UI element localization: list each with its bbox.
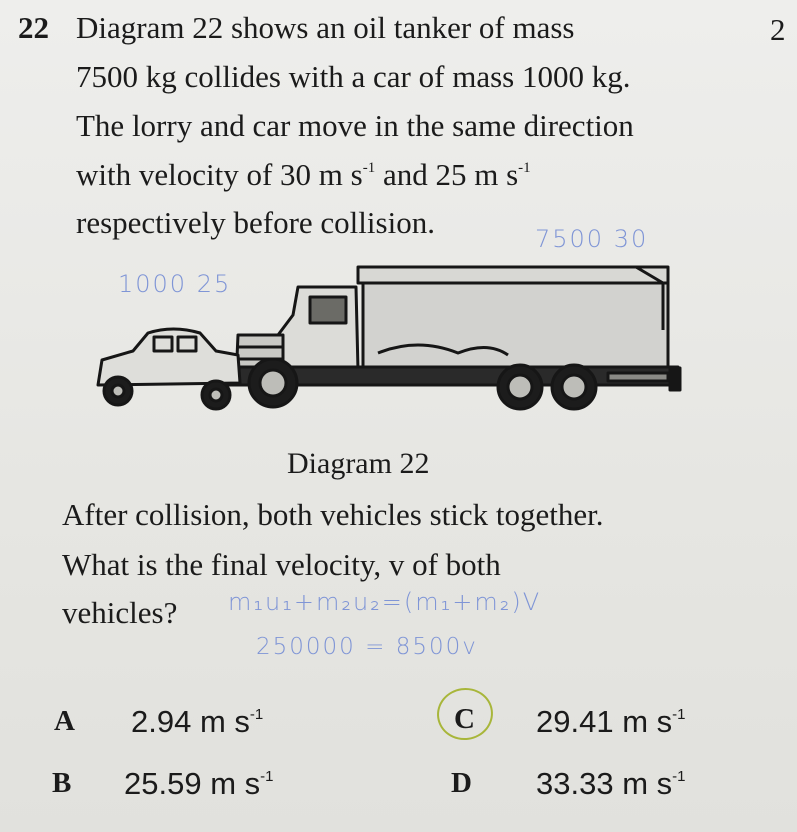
stem-line-2: 7500 kg collides with a car of mass 1000 kg.	[76, 59, 631, 94]
stem-line-3: The lorry and car move in the same direction	[76, 108, 634, 143]
handwritten-working: 250000 = 8500v	[256, 634, 478, 660]
option-d-letter[interactable]: D	[451, 767, 472, 799]
unit-exponent: -1	[672, 767, 686, 785]
option-b-text: 25.59 m s	[124, 766, 261, 801]
unit-exponent: -1	[362, 159, 376, 176]
stem-line-4	[76, 157, 531, 193]
marks: 2	[770, 12, 786, 47]
option-b-letter[interactable]: B	[52, 767, 72, 799]
option-c-value[interactable]	[536, 704, 685, 740]
option-a-letter[interactable]: A	[54, 705, 75, 737]
handwritten-tanker-note: 7500 30	[535, 225, 649, 253]
after-line-2: What is the final velocity, v of both	[62, 547, 501, 582]
stem-line-1: Diagram 22 shows an oil tanker of mass	[76, 10, 575, 45]
handwritten-equation: m₁u₁+m₂u₂=(m₁+m₂)V	[228, 588, 542, 616]
option-a-value[interactable]	[131, 704, 263, 740]
collision-diagram	[88, 255, 688, 425]
stem-line-4-b: and 25 m s	[375, 157, 519, 192]
stem-line-4-a: with velocity of 30 m s	[76, 157, 363, 192]
option-c-letter[interactable]: C	[454, 703, 475, 735]
option-d-text: 33.33 m s	[536, 766, 673, 801]
question-number: 22	[18, 10, 49, 45]
car-illustration	[98, 329, 240, 409]
option-b-value[interactable]	[124, 766, 273, 802]
stem-line-5: respectively before collision.	[76, 205, 435, 240]
option-a-text: 2.94 m s	[131, 704, 250, 739]
unit-exponent: -1	[518, 159, 531, 176]
unit-exponent: -1	[260, 767, 274, 785]
handwritten-car-note: 1000 25	[118, 270, 232, 298]
option-d-value[interactable]	[536, 766, 685, 802]
unit-exponent: -1	[672, 705, 686, 723]
unit-exponent: -1	[249, 705, 264, 723]
after-line-1: After collision, both vehicles stick together.	[62, 497, 604, 532]
tanker-illustration	[228, 267, 680, 409]
diagram-caption: Diagram 22	[287, 447, 430, 480]
option-c-text: 29.41 m s	[536, 704, 673, 739]
after-line-3: vehicles?	[62, 595, 178, 630]
